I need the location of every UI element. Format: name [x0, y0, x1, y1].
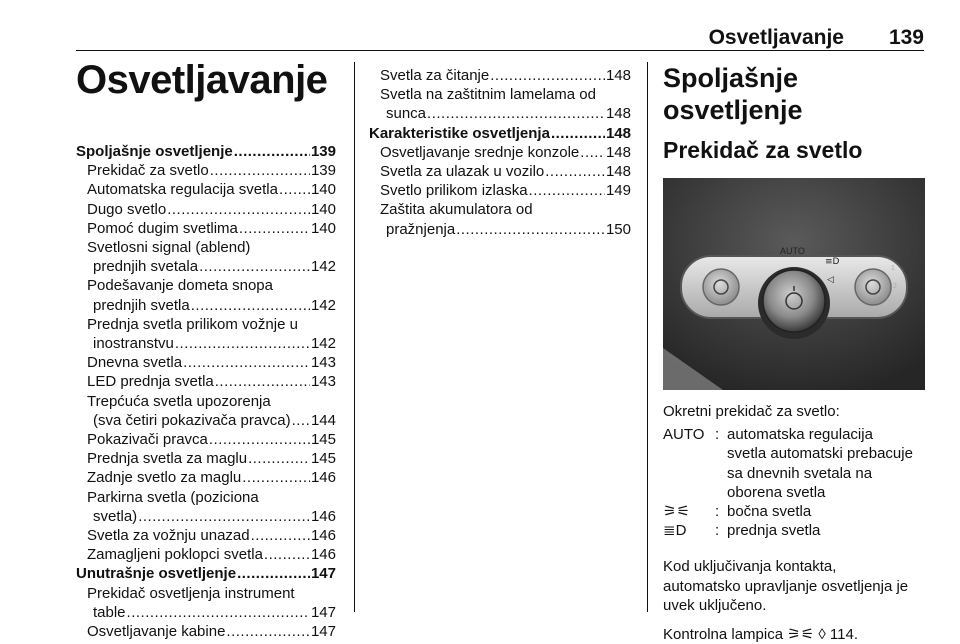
toc-entry-label: Pokazivači pravca	[87, 431, 208, 449]
running-header	[76, 26, 924, 48]
toc-page-number: 143	[310, 373, 336, 391]
section-heading: Spoljašnje osvetljenje	[663, 63, 803, 125]
light-switch-photo	[663, 178, 925, 390]
def-term: AUTO	[663, 426, 705, 444]
page-reference[interactable]: ◊ 114.	[818, 626, 858, 644]
side-lights-icon: ⚞⚟	[663, 503, 690, 521]
toc-entry[interactable]	[76, 334, 336, 353]
headlights-icon: ≣D	[663, 522, 687, 540]
toc-entry[interactable]	[76, 296, 336, 315]
toc-entry-label: Dnevna svetla	[87, 354, 183, 372]
toc-entry[interactable]	[76, 411, 336, 430]
paragraph-line: automatsko upravljanje osvetljenja je	[663, 577, 909, 595]
def-sep: :	[715, 503, 720, 521]
toc-entry-label: Pomoć dugim svetlima	[87, 219, 238, 237]
def-desc-line: automatska regulacija	[727, 426, 873, 444]
toc-entry[interactable]	[369, 162, 631, 181]
svg-text:2: 2	[893, 283, 897, 290]
svg-text:◁: ◁	[827, 275, 834, 285]
toc-entry-label: Svetla za ulazak u vozilo	[380, 163, 545, 181]
toc-entry-line: Svetla na zaštitnim lamelama od	[380, 86, 596, 104]
toc-entry-line: Trepćuća svetla upozorenja	[87, 392, 271, 410]
toc-entry-line: Parkirna svetla (poziciona	[87, 488, 259, 506]
toc-leader-dots	[175, 334, 310, 353]
toc-entry-label: Prekidač za svetlo	[87, 162, 209, 180]
toc-page-number: 145	[310, 450, 336, 468]
toc-page-number: 148	[605, 124, 631, 142]
toc-page-number: 140	[310, 181, 336, 199]
light-switch-icon	[663, 178, 925, 390]
toc-entry[interactable]	[76, 603, 336, 622]
toc-leader-dots	[545, 162, 605, 181]
column-divider-1	[354, 62, 355, 612]
toc-page-number: 142	[310, 335, 336, 353]
toc-entry[interactable]	[369, 66, 631, 85]
def-row-side-lights	[663, 502, 927, 521]
side-lights-icon: ⚞⚟	[787, 626, 815, 644]
toc-leader-dots	[215, 372, 310, 391]
toc-leader-dots	[234, 142, 310, 161]
toc-page-number: 148	[605, 163, 631, 181]
toc-entry[interactable]	[369, 220, 631, 239]
toc-entry[interactable]	[369, 181, 631, 200]
toc-page-number: 147	[310, 623, 336, 641]
toc-leader-dots	[292, 411, 310, 430]
header-divider	[76, 50, 924, 51]
indicator-paragraph	[663, 625, 927, 644]
paragraph-line: Kod uključivanja kontakta,	[663, 558, 837, 576]
toc-leader-dots	[242, 468, 310, 487]
toc-entry-label: LED prednja svetla	[87, 373, 214, 391]
toc-entry-label: Dugo svetlo	[87, 200, 167, 218]
toc-entry[interactable]	[369, 104, 631, 123]
toc-leader-dots	[138, 507, 310, 526]
toc-entry[interactable]	[76, 257, 336, 276]
toc-leader-dots	[248, 449, 310, 468]
toc-entry[interactable]	[76, 353, 336, 372]
toc-page-number: 147	[310, 565, 336, 583]
toc-page-number: 144	[310, 411, 336, 429]
photo-auto-label: AUTO	[780, 246, 805, 256]
toc-section-entry[interactable]	[369, 124, 631, 143]
toc-entry[interactable]	[76, 430, 336, 449]
toc-page-number: 146	[310, 546, 336, 564]
toc-leader-dots	[456, 220, 605, 239]
indicator-text: Kontrolna lampica	[663, 626, 784, 644]
toc-page-number: 139	[310, 143, 336, 160]
toc-entry-label: (sva četiri pokazivača pravca)	[93, 411, 291, 429]
toc-leader-dots	[237, 564, 310, 583]
toc-entry-line: Zaštita akumulatora od	[380, 201, 533, 219]
toc-entry-label: Prednja svetla za maglu	[87, 450, 248, 468]
toc-page-number: 146	[310, 507, 336, 525]
toc-entry[interactable]	[76, 545, 336, 564]
toc-leader-dots	[183, 353, 310, 372]
column-divider-2	[647, 62, 648, 612]
toc-entry-label: Unutrašnje osvetljenje	[76, 565, 237, 583]
toc-entry-label: Svetla za čitanje	[380, 67, 490, 84]
toc-entry[interactable]	[76, 180, 336, 199]
toc-leader-dots	[191, 296, 310, 315]
toc-entry[interactable]	[76, 622, 336, 641]
def-row-auto	[663, 425, 927, 502]
svg-text:1: 1	[891, 265, 895, 272]
def-sep: :	[715, 426, 720, 444]
def-row-headlights	[663, 521, 927, 540]
switch-positions-list	[663, 425, 927, 540]
toc-leader-dots	[210, 161, 310, 180]
svg-text:≡D: ≡D	[825, 257, 840, 267]
toc-column-1	[76, 142, 336, 641]
toc-page-number: 143	[310, 354, 336, 372]
toc-leader-dots	[529, 181, 605, 200]
toc-leader-dots	[551, 124, 605, 143]
toc-entry-label: Zamagljeni poklopci svetla	[87, 546, 263, 564]
toc-entry[interactable]	[76, 468, 336, 487]
toc-entry[interactable]	[76, 372, 336, 391]
toc-page-number: 140	[310, 200, 336, 218]
def-sep: :	[715, 522, 720, 540]
toc-entry-label: svetla)	[93, 507, 138, 525]
toc-entry-label: Osvetljavanje srednje konzole	[380, 143, 580, 161]
toc-page-number: 149	[605, 182, 631, 200]
toc-leader-dots	[226, 622, 310, 641]
def-desc: prednja svetla	[727, 522, 821, 540]
toc-leader-dots	[580, 143, 605, 162]
switch-intro: Okretni prekidač za svetlo:	[663, 403, 840, 420]
toc-entry-label: Svetla za vožnju unazad	[87, 527, 250, 545]
toc-leader-dots	[127, 603, 310, 622]
toc-leader-dots	[209, 430, 310, 449]
toc-entry-label: Spoljašnje osvetljenje	[76, 143, 233, 160]
def-desc-line: sa dnevnih svetala na	[727, 464, 873, 482]
chapter-title: Osvetljavanje	[76, 58, 328, 102]
toc-leader-dots	[167, 200, 310, 219]
def-desc: bočna svetla	[727, 503, 812, 521]
toc-page-number: 142	[310, 296, 336, 314]
toc-page-number: 146	[310, 469, 336, 487]
toc-page-number: 147	[310, 603, 336, 621]
toc-page-number: 148	[605, 143, 631, 161]
toc-page-number: 150	[605, 220, 631, 238]
toc-entry[interactable]	[76, 200, 336, 219]
ignition-paragraph	[663, 557, 927, 615]
toc-page-number: 142	[310, 258, 336, 276]
toc-entry[interactable]	[76, 507, 336, 526]
paragraph-line: uvek uključeno.	[663, 596, 767, 614]
toc-leader-dots	[199, 257, 310, 276]
toc-leader-dots	[279, 180, 310, 199]
toc-leader-dots	[251, 526, 310, 545]
toc-entry-label: prednjih svetla	[93, 296, 190, 314]
toc-entry[interactable]	[76, 449, 336, 468]
toc-leader-dots	[239, 219, 310, 238]
toc-column-2	[369, 66, 631, 239]
header-section-title: Osvetljavanje	[708, 26, 844, 49]
toc-entry-label: prednjih svetala	[93, 258, 199, 276]
toc-entry-line: Podešavanje dometa snopa	[87, 277, 273, 295]
toc-entry[interactable]	[76, 526, 336, 545]
header-page-number: 139	[888, 26, 924, 49]
toc-entry-label: table	[93, 603, 126, 621]
toc-entry[interactable]	[76, 219, 336, 238]
toc-page-number: 139	[310, 162, 336, 180]
toc-section-entry[interactable]	[76, 564, 336, 583]
def-desc-line: oborena svetla	[727, 483, 826, 501]
toc-entry-label: sunca	[386, 105, 427, 123]
toc-entry-label: Zadnje svetlo za maglu	[87, 469, 242, 487]
toc-entry-label: Svetlo prilikom izlaska	[380, 182, 528, 200]
content-column	[663, 62, 927, 644]
def-desc-line: svetla automatski prebacuje	[727, 445, 913, 463]
toc-entry-line: Prekidač osvetljenja instrument	[87, 584, 295, 602]
toc-entry[interactable]	[76, 161, 336, 180]
toc-entry-line: Svetlosni signal (ablend)	[87, 239, 251, 257]
toc-section-entry[interactable]	[76, 142, 336, 161]
toc-page-number: 145	[310, 431, 336, 449]
toc-entry-label: Osvetljavanje kabine	[87, 623, 226, 641]
toc-entry-label: pražnjenja	[386, 220, 456, 238]
toc-entry-label: inostranstvu	[93, 335, 174, 353]
toc-page-number: 140	[310, 219, 336, 237]
toc-page-number: 146	[310, 527, 336, 545]
toc-leader-dots	[490, 66, 605, 85]
toc-entry-label: Automatska regulacija svetla	[87, 181, 278, 199]
toc-entry-label: Karakteristike osvetljenja	[369, 124, 550, 142]
subsection-heading: Prekidač za svetlo	[663, 137, 863, 163]
toc-page-number: 148	[605, 105, 631, 123]
toc-entry-line: Prednja svetla prilikom vožnje u	[87, 315, 298, 333]
toc-leader-dots	[427, 104, 605, 123]
def-desc	[727, 425, 927, 502]
toc-entry[interactable]	[369, 143, 631, 162]
toc-page-number: 148	[605, 67, 631, 84]
toc-leader-dots	[264, 545, 310, 564]
